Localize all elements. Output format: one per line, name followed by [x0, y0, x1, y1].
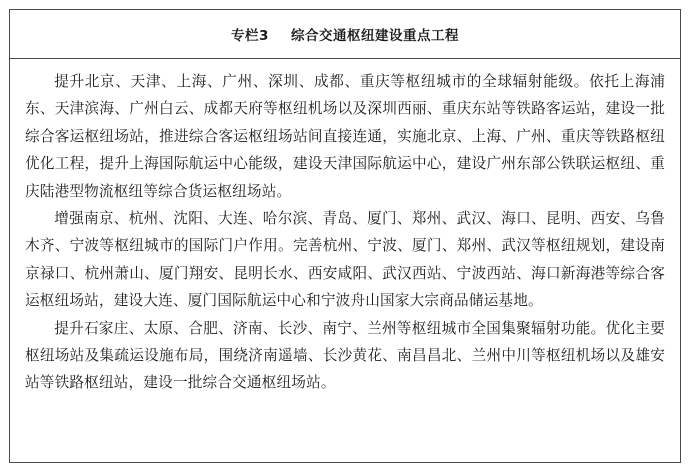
paragraph-national-hubs: 提升石家庄、太原、合肥、济南、长沙、南宁、兰州等枢纽城市全国集聚辐射功能。优化主要枢纽场站及集疏运设施布局，围绕济南遥墙、长沙黄花、南昌昌北、兰州中川等枢纽机场以及雄安站等铁路枢纽站，建设一批综合交通枢纽场站。: [25, 319, 665, 392]
paragraph-international-gateways: 增强南京、杭州、沈阳、大连、哈尔滨、青岛、厦门、郑州、武汉、海口、昆明、西安、乌鲁木齐、宁波等枢纽城市的国际门户作用。完善杭州、宁波、厦门、郑州、武汉等枢纽规划，建设南京禄口、杭州萧山、厦门翔安、昆明长水、西安咸阳、武汉西站、宁波西站、海口新海港等综合客运枢纽场站，建设大连、厦门国际航运中心和宁波舟山国家大宗商品储运基地。: [25, 210, 665, 310]
box-body: [10, 59, 680, 397]
box-header: [10, 10, 680, 59]
paragraph-global-hubs: 提升北京、天津、上海、广州、深圳、成都、重庆等枢纽城市的全球辐射能级。依托上海浦东、天津滨海、广州白云、成都天府等枢纽机场以及深圳西丽、重庆东站等铁路客运站，建设一批综合客运枢纽场站，推进综合客运枢纽场站间直接连通，实施北京、上海、广州、重庆等铁路枢纽优化工程，提升上海国际航运中心能级，建设天津国际航运中心，建设广州东部公铁联运枢纽、重庆陆港型物流枢纽等综合货运枢纽场站。: [25, 73, 665, 200]
box-title: 综合交通枢纽建设重点工程: [290, 28, 459, 44]
column-label: 专栏3: [231, 28, 269, 44]
feature-box: [9, 9, 681, 463]
